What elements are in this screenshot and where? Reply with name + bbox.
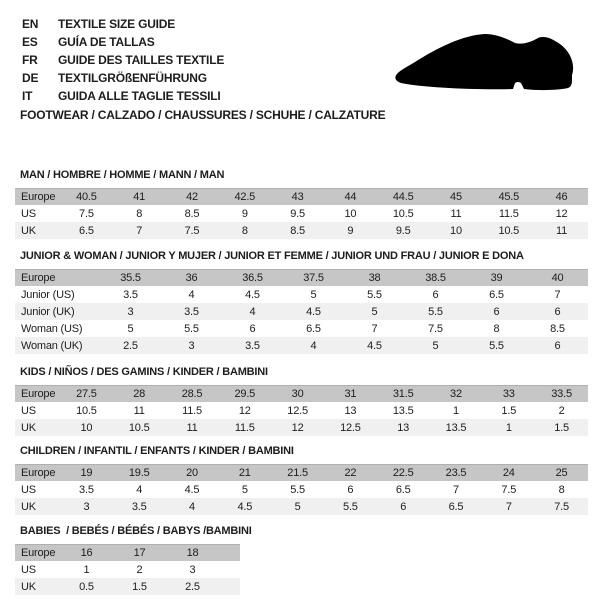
size-value-cell: 1.5 — [132, 580, 147, 593]
size-value-cell: 1 — [83, 563, 90, 576]
table-row — [15, 544, 240, 561]
size-table-section — [15, 169, 588, 239]
table-row — [15, 561, 240, 578]
table-row — [15, 303, 588, 320]
size-value-cell: 4.5 — [367, 339, 382, 352]
size-value-cell: 45 — [450, 191, 462, 203]
row-label: UK — [21, 580, 36, 593]
size-value-cell: 11 — [556, 224, 568, 237]
size-value-cell: 5 — [127, 322, 134, 335]
size-table — [15, 544, 240, 595]
size-value-cell: 10 — [80, 421, 93, 434]
size-value-cell: 1.5 — [501, 404, 517, 417]
language-code: ES — [22, 35, 38, 49]
row-label: Woman (US) — [21, 322, 83, 335]
language-code: EN — [22, 17, 39, 31]
size-value-cell: 7 — [453, 483, 459, 496]
table-row — [15, 498, 588, 515]
size-value-cell: 32 — [450, 388, 462, 400]
table-row — [15, 222, 588, 239]
size-value-cell: 5.5 — [184, 322, 199, 335]
size-value-cell: 10.5 — [76, 404, 97, 417]
size-value-cell: 7.5 — [184, 224, 200, 237]
size-value-cell: 11 — [186, 421, 198, 434]
size-value-cell: 13 — [344, 404, 357, 417]
table-row — [15, 385, 588, 402]
language-label: TEXTILGRÖßENFÜHRUNG — [58, 71, 207, 85]
size-value-cell: 8.5 — [290, 224, 305, 237]
size-value-cell: 28 — [133, 388, 146, 400]
size-value-cell: 33.5 — [551, 388, 572, 400]
size-value-cell: 7.5 — [79, 207, 94, 220]
size-value-cell: 5.5 — [489, 339, 504, 352]
size-value-cell: 12 — [555, 207, 568, 220]
row-label: UK — [21, 421, 36, 434]
size-value-cell: 7.5 — [501, 483, 517, 496]
size-value-cell: 6.5 — [79, 224, 94, 237]
size-value-cell: 8 — [493, 322, 500, 335]
size-value-cell: 5.5 — [367, 288, 382, 301]
language-row-en — [22, 15, 224, 33]
size-value-cell: 5.5 — [343, 500, 358, 513]
size-table-section — [15, 366, 588, 436]
size-value-cell: 6 — [493, 305, 500, 318]
size-value-cell: 43 — [291, 191, 304, 203]
size-value-cell: 9 — [347, 224, 354, 237]
size-value-cell: 3 — [83, 500, 90, 513]
size-value-cell: 18 — [186, 547, 199, 559]
size-value-cell: 3.5 — [245, 339, 260, 352]
size-value-cell: 11.5 — [182, 404, 202, 417]
size-value-cell: 24 — [502, 467, 515, 479]
size-value-cell: 19.5 — [128, 467, 150, 479]
size-value-cell: 4 — [249, 305, 256, 318]
size-value-cell: 4.5 — [184, 483, 200, 496]
size-value-cell: 7.5 — [428, 322, 443, 335]
size-table — [15, 464, 588, 515]
table-row — [15, 337, 588, 354]
size-table — [15, 269, 588, 354]
size-value-cell: 37.5 — [303, 272, 324, 284]
size-value-cell: 21 — [238, 467, 251, 479]
language-list — [22, 15, 224, 105]
size-value-cell: 8.5 — [184, 207, 200, 220]
size-value-cell: 22 — [344, 467, 357, 479]
table-row — [15, 464, 588, 481]
size-value-cell: 4 — [189, 500, 195, 513]
size-value-cell: 41 — [133, 191, 146, 203]
size-value-cell: 6.5 — [448, 500, 464, 513]
size-value-cell: 2 — [136, 563, 143, 576]
size-value-cell: 8 — [241, 224, 248, 237]
size-value-cell: 10.5 — [392, 207, 414, 220]
size-value-cell: 6 — [432, 288, 439, 301]
language-row-es — [22, 33, 224, 51]
size-value-cell: 6 — [554, 339, 561, 352]
size-value-cell: 12.5 — [287, 404, 308, 417]
size-value-cell: 13.5 — [392, 404, 414, 417]
size-value-cell: 40.5 — [76, 191, 97, 203]
size-table-section — [15, 525, 588, 595]
table-title: JUNIOR & WOMAN / JUNIOR Y MUJER / JUNIOR ET FEMME / JUNIOR UND FRAU / JUNIOR E DONA — [20, 250, 524, 262]
size-value-cell: 19 — [80, 467, 93, 479]
table-row — [15, 419, 588, 436]
size-value-cell: 38 — [368, 272, 381, 284]
size-value-cell: 10.5 — [128, 421, 150, 434]
language-label: GUIDA ALLE TAGLIE TESSILI — [58, 89, 221, 103]
size-value-cell: 31 — [344, 388, 357, 400]
size-value-cell: 2.5 — [123, 339, 138, 352]
table-title: MAN / HOMBRE / HOMME / MANN / MAN — [20, 169, 225, 181]
size-value-cell: 6 — [249, 322, 256, 335]
size-value-cell: 6 — [554, 305, 561, 318]
size-value-cell: 38.5 — [425, 272, 446, 284]
size-value-cell: 12 — [291, 421, 304, 434]
row-label: Europe — [21, 191, 56, 203]
size-value-cell: 29.5 — [234, 388, 256, 400]
size-value-cell: 11 — [133, 404, 145, 417]
size-value-cell: 25 — [555, 467, 568, 479]
size-value-cell: 42 — [186, 191, 198, 203]
size-value-cell: 20 — [186, 467, 198, 479]
size-value-cell: 8 — [558, 483, 565, 496]
size-value-cell: 6 — [400, 500, 407, 513]
size-value-cell: 16 — [80, 547, 93, 559]
size-value-cell: 3 — [127, 305, 134, 318]
size-value-cell: 7 — [505, 500, 512, 513]
size-value-cell: 28.5 — [181, 388, 203, 400]
size-value-cell: 5 — [294, 500, 301, 513]
row-label: Europe — [21, 272, 56, 284]
language-code: IT — [22, 89, 33, 103]
size-table — [15, 385, 588, 436]
size-value-cell: 46 — [555, 191, 568, 203]
size-value-cell: 13.5 — [445, 421, 467, 434]
size-value-cell: 10.5 — [498, 224, 520, 237]
size-value-cell: 9.5 — [290, 207, 305, 220]
shoe-icon — [393, 30, 581, 94]
row-label: US — [21, 404, 36, 417]
size-value-cell: 23.5 — [445, 467, 467, 479]
size-table — [15, 188, 588, 239]
size-table-section — [15, 250, 588, 354]
size-value-cell: 9.5 — [395, 224, 411, 237]
size-value-cell: 5.5 — [428, 305, 443, 318]
language-label: TEXTILE SIZE GUIDE — [58, 17, 176, 31]
size-value-cell: 5 — [371, 305, 378, 318]
language-code: FR — [22, 53, 38, 67]
size-value-cell: 17 — [133, 547, 146, 559]
size-value-cell: 21.5 — [287, 467, 308, 479]
row-label: Junior (UK) — [21, 305, 75, 318]
size-value-cell: 44.5 — [392, 191, 414, 203]
size-value-cell: 3 — [188, 339, 195, 352]
size-value-cell: 2 — [558, 404, 565, 417]
size-value-cell: 44 — [344, 191, 357, 203]
table-row — [15, 188, 588, 205]
size-value-cell: 7 — [371, 322, 378, 335]
size-value-cell: 4 — [310, 339, 317, 352]
size-value-cell: 5.5 — [290, 483, 305, 496]
size-value-cell: 6 — [347, 483, 354, 496]
table-row — [15, 578, 240, 595]
table-row — [15, 481, 588, 498]
table-row — [15, 205, 588, 222]
table-row — [15, 402, 588, 419]
size-value-cell: 30 — [291, 388, 304, 400]
size-value-cell: 1 — [505, 421, 512, 434]
size-value-cell: 6.5 — [489, 288, 504, 301]
size-value-cell: 8 — [136, 207, 143, 220]
size-value-cell: 40 — [551, 272, 564, 284]
row-label: Junior (US) — [21, 288, 75, 301]
size-value-cell: 35.5 — [120, 272, 141, 284]
size-value-cell: 5 — [310, 288, 317, 301]
size-value-cell: 31.5 — [392, 388, 414, 400]
table-row — [15, 269, 588, 286]
language-row-it — [22, 87, 224, 105]
table-title: KIDS / NIÑOS / DES GAMINS / KINDER / BAMBINI — [20, 366, 268, 378]
row-label: Woman (UK) — [21, 339, 83, 352]
row-label: Europe — [21, 388, 56, 400]
row-label: US — [21, 563, 36, 576]
size-table-section — [15, 445, 588, 515]
size-value-cell: 27.5 — [76, 388, 97, 400]
size-value-cell: 3.5 — [123, 288, 138, 301]
size-value-cell: 10 — [344, 207, 357, 220]
size-value-cell: 45.5 — [498, 191, 520, 203]
table-row — [15, 286, 588, 303]
row-label: Europe — [21, 547, 56, 559]
size-value-cell: 11.5 — [498, 207, 519, 220]
row-label: UK — [21, 500, 36, 513]
size-value-cell: 7 — [554, 288, 561, 301]
table-title: BABIES / BEBÉS / BÉBÉS / BABYS /BAMBINI — [20, 525, 252, 537]
row-label: UK — [21, 224, 36, 237]
category-title: FOOTWEAR / CALZADO / CHAUSSURES / SCHUHE / CALZATURE — [20, 108, 386, 122]
language-row-fr — [22, 51, 224, 69]
size-value-cell: 42.5 — [234, 191, 256, 203]
size-value-cell: 11 — [450, 207, 462, 220]
size-value-cell: 7 — [136, 224, 143, 237]
size-value-cell: 22.5 — [392, 467, 414, 479]
row-label: Europe — [21, 467, 56, 479]
size-value-cell: 8.5 — [550, 322, 565, 335]
table-row — [15, 320, 588, 337]
size-value-cell: 3.5 — [131, 500, 147, 513]
size-value-cell: 7.5 — [554, 500, 569, 513]
language-row-de — [22, 69, 224, 87]
size-value-cell: 39 — [490, 272, 503, 284]
size-value-cell: 5 — [432, 339, 439, 352]
size-value-cell: 4.5 — [245, 288, 260, 301]
size-value-cell: 6.5 — [395, 483, 411, 496]
size-value-cell: 10 — [450, 224, 462, 237]
size-value-cell: 1 — [453, 404, 459, 417]
language-label: GUÍA DE TALLAS — [58, 35, 155, 49]
size-value-cell: 9 — [241, 207, 248, 220]
size-value-cell: 13 — [397, 421, 410, 434]
table-title: CHILDREN / INFANTIL / ENFANTS / KINDER / BAMBINI — [20, 445, 294, 457]
size-value-cell: 33 — [502, 388, 515, 400]
size-value-cell: 12 — [238, 404, 251, 417]
row-label: US — [21, 207, 36, 220]
size-value-cell: 1.5 — [554, 421, 569, 434]
size-value-cell: 4 — [188, 288, 195, 301]
size-value-cell: 0.5 — [79, 580, 94, 593]
size-value-cell: 36 — [185, 272, 198, 284]
size-value-cell: 6.5 — [306, 322, 321, 335]
size-value-cell: 4.5 — [306, 305, 321, 318]
language-code: DE — [22, 71, 39, 85]
size-value-cell: 3.5 — [79, 483, 94, 496]
size-value-cell: 3 — [189, 563, 196, 576]
size-value-cell: 4 — [136, 483, 143, 496]
row-label: US — [21, 483, 36, 496]
size-value-cell: 5 — [241, 483, 248, 496]
language-label: GUIDE DES TAILLES TEXTILE — [58, 53, 225, 67]
size-value-cell: 12.5 — [340, 421, 361, 434]
size-value-cell: 4.5 — [237, 500, 253, 513]
size-value-cell: 2.5 — [185, 580, 200, 593]
size-value-cell: 36.5 — [242, 272, 263, 284]
size-value-cell: 11.5 — [234, 421, 255, 434]
size-value-cell: 3.5 — [184, 305, 199, 318]
